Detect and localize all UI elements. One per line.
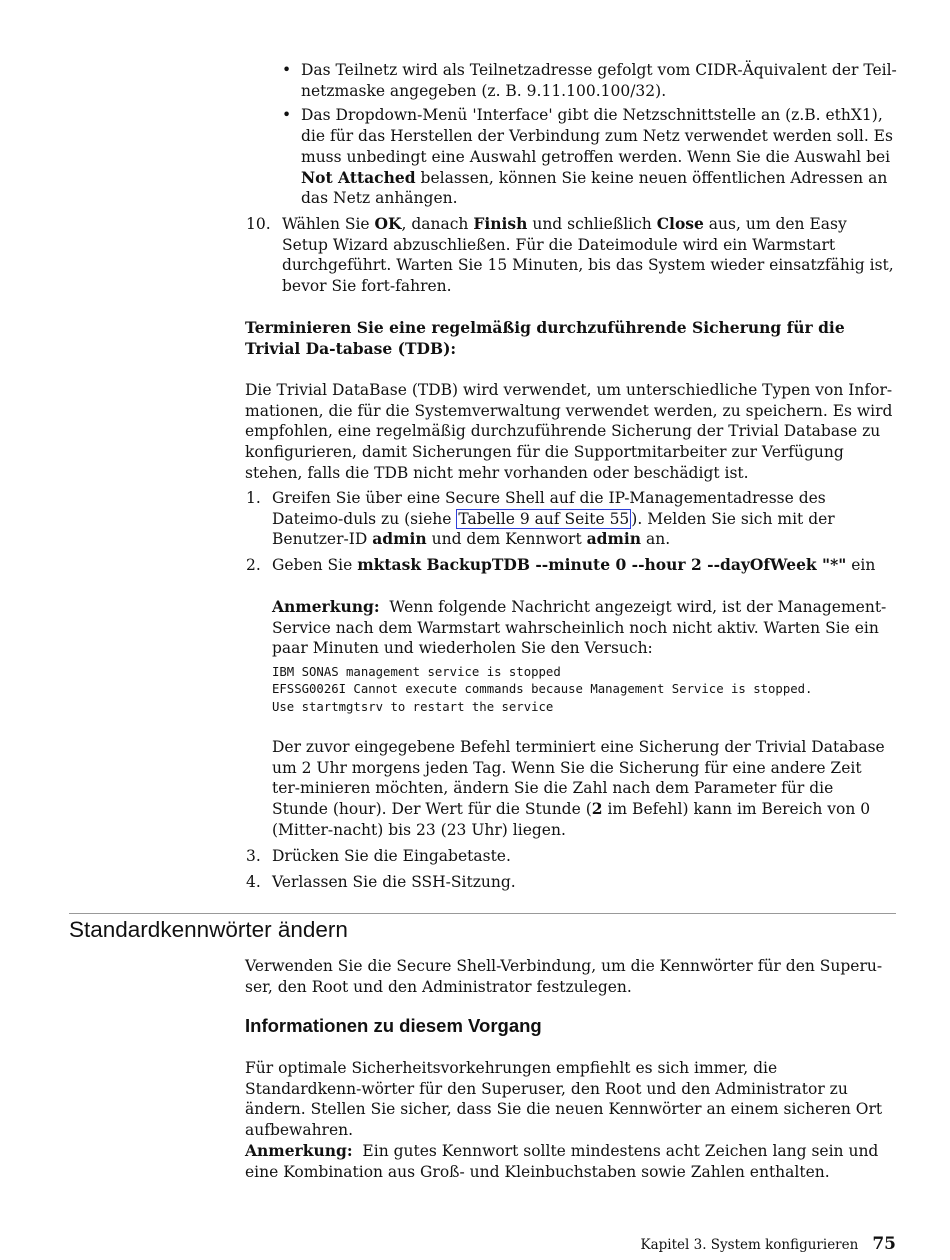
subsection-paragraph: Für optimale Sicherheitsvorkehrungen empfiehlt es sich immer, die Standardkenn-wörter für den Superuser, den Root und den Administrator zu ändern. Stellen Sie sicher, dass Sie die neuen Kennwörter an einem sicheren Ort aufbewahren.: [245, 1059, 883, 1140]
explanation-paragraph: Der zuvor eingegebene Befehl terminiert eine Sicherung der Trivial Database um 2 Uhr morgens jeden Tag. Wenn Sie die Sicherung für eine andere Zeit ter-minieren möchten, ändern Sie die Zahl nach dem Parameter für die Stunde (hour). Der Wert für die Stunde (2 im Befehl) kann im Bereich von 0 (Mitter-nacht) bis 23 (23 Uhr) liegen.: [272, 738, 885, 839]
note-label: Anmerkung:: [245, 1141, 353, 1160]
code-block: [272, 664, 812, 716]
code-line: EFSSG0026I Cannot execute commands because Management Service is stopped.: [272, 682, 813, 697]
step-number: 4.: [246, 872, 261, 891]
intro-paragraph: Die Trivial DataBase (TDB) wird verwendet, um unterschiedliche Typen von Infor-mationen, die für die Systemverwaltung verwendet werden, zu speichern. Es wird empfohlen, eine regelmäßig durchzuführende Sicherung der Trivial Database zu konfigurieren, damit Sicherungen für die Supportmitarbeiter zur Verfügung stehen, falls die TDB nicht mehr vorhanden oder beschädigt ist.: [245, 381, 893, 482]
step-number: 2.: [246, 556, 261, 575]
command: mktask BackupTDB --minute 0 --hour 2 --dayOfWeek "*": [357, 555, 847, 575]
ui-term: Not Attached: [301, 167, 416, 187]
step-text: Geben Sie mktask BackupTDB --minute 0 --hour 2 --dayOfWeek "*" ein: [272, 555, 876, 575]
table-reference-link[interactable]: Tabelle 9 auf Seite 55: [458, 509, 630, 528]
bullet-dot: •: [282, 61, 292, 79]
step-1: [246, 488, 896, 550]
step-number: 10.: [246, 215, 271, 233]
section-intro: Verwenden Sie die Secure Shell-Verbindung, um die Kennwörter für den Superu-ser, den Root und den Administrator festzulegen.: [245, 957, 883, 996]
step-text: Wählen Sie OK, danach Finish und schließlich Close aus, um den Easy Setup Wizard abzuschließen. Für die Dateimodule wird ein Warmstart durchgeführt. Warten Sie 15 Minuten, bis das System wieder einsatzfähig ist, bevor Sie fort-fahren.: [282, 214, 894, 296]
step-number: 3.: [246, 847, 261, 865]
bullet-list: [282, 60, 897, 213]
page-number: 75: [872, 1234, 896, 1254]
section-divider: [69, 913, 896, 914]
footer-chapter: Kapitel 3. System konfigurieren: [640, 1237, 859, 1253]
step-list-continued: [246, 846, 896, 897]
step-number: 1.: [246, 489, 261, 507]
step-text: Greifen Sie über eine Secure Shell auf die IP-Managementadresse des Dateimo-duls zu (siehe Tabelle 9 auf Seite 55 ). Melden Sie sich mit der Benutzer-ID admin und dem Kennwort admin an.: [272, 489, 835, 549]
code-line: Use startmgtsrv to restart the service: [272, 699, 554, 714]
bullet-item: [282, 60, 897, 101]
subsection-title: Informationen zu diesem Vorgang: [245, 1015, 542, 1036]
procedure-heading: Terminieren Sie eine regelmäßig durchzuführende Sicherung für die Trivial Da-tabase (TDB):: [245, 318, 845, 358]
note-label: Anmerkung:: [272, 597, 380, 616]
note: Anmerkung: Ein gutes Kennwort sollte mindestens acht Zeichen lang sein und eine Kombination aus Groß- und Kleinbuchstaben sowie Zahlen enthalten.: [245, 1141, 879, 1181]
page-footer: [640, 1234, 896, 1256]
step-list: [246, 488, 896, 581]
bullet-item: [282, 105, 897, 209]
section-title: Standardkennwörter ändern: [69, 917, 348, 942]
step-2: [246, 555, 896, 576]
bullet-text: Das Teilnetz wird als Teilnetzadresse gefolgt vom CIDR-Äquivalent der Teil-netzmaske angegeben (z. B. 9.11.100.100/32).: [301, 61, 897, 100]
step-3: [246, 846, 896, 867]
step-text: Verlassen Sie die SSH-Sitzung.: [272, 872, 516, 891]
step-4: [246, 872, 896, 893]
step-10: [246, 214, 896, 297]
step-text: Drücken Sie die Eingabetaste.: [272, 847, 511, 865]
note: Anmerkung: Wenn folgende Nachricht angezeigt wird, ist der Management-Service nach dem Warmstart wahrscheinlich noch nicht aktiv. Warten Sie ein paar Minuten und wiederholen Sie den Versuch:: [272, 597, 887, 658]
code-line: IBM SONAS management service is stopped: [272, 665, 561, 679]
bullet-dot: •: [282, 106, 292, 125]
bullet-text: Das Dropdown-Menü 'Interface' gibt die Netzschnittstelle an (z.B. ethX1), die für das Herstellen der Verbindung zum Netz verwendet werden soll. Es muss unbedingt eine Auswahl getroffen werden. Wenn Sie die Auswahl bei Not Attached belassen, können Sie keine neuen öffentlichen Adressen an das Netz anhängen.: [301, 106, 893, 208]
